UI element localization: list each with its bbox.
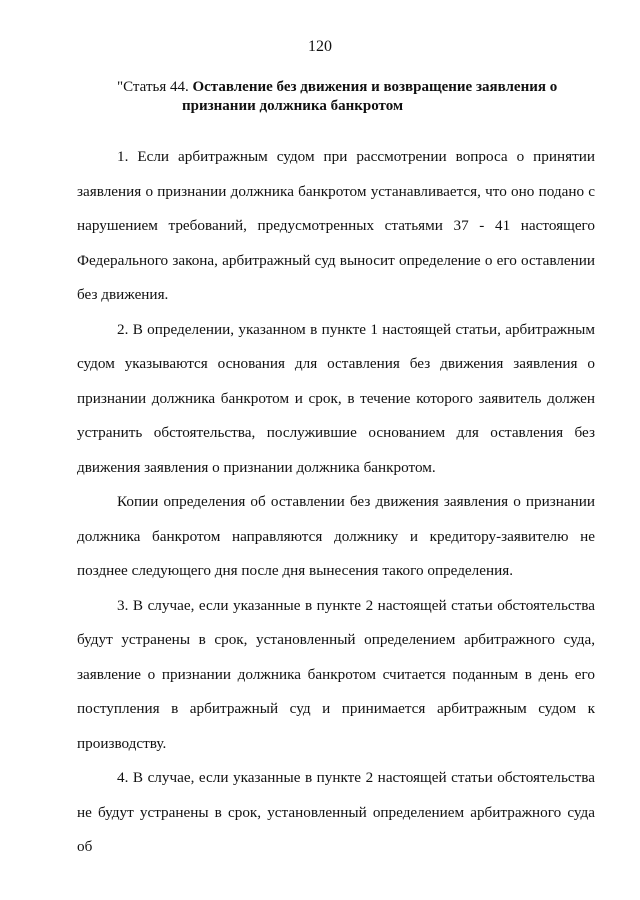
article-title-line-1: Оставление без движения и возвращение заявления о	[192, 79, 558, 95]
paragraph-4: 3. В случае, если указанные в пункте 2 настоящей статьи обстоятельства будут устранены в срок, установленный определением арбитражного суда, заявление о признании должника банкротом считается поданным в день его поступления в арбитражный суд и принимается арбитражным судом к производству.	[77, 596, 595, 752]
article-title-line-2: признании должника банкротом	[182, 98, 404, 114]
article-body	[77, 140, 595, 865]
article-number: "Статья 44.	[117, 79, 193, 95]
page-number: 120	[308, 38, 332, 55]
article-heading	[117, 78, 587, 116]
paragraph-3: Копии определения об оставлении без движения заявления о признании должника банкротом направляются должнику и кредитору-заявителю не позднее следующего дня после дня вынесения такого определения.	[77, 493, 595, 579]
paragraph-2: 2. В определении, указанном в пункте 1 настоящей статьи, арбитражным судом указываются основания для оставления без движения заявления о признании должника банкротом и срок, в течение которого заявитель должен устранить обстоятельства, послужившие основанием для оставления без движения заявления о признании должника банкротом.	[77, 320, 595, 476]
paragraph-1: 1. Если арбитражным судом при рассмотрении вопроса о принятии заявления о признании должника банкротом устанавливается, что оно подано с нарушением требований, предусмотренных статьями 37 - 41 настоящего Федерального закона, арбитражный суд выносит определение о его оставлении без движения.	[77, 148, 595, 303]
paragraph-5: 4. В случае, если указанные в пункте 2 настоящей статьи обстоятельства не будут устранены в срок, установленный определением арбитражного суда об	[77, 769, 595, 855]
